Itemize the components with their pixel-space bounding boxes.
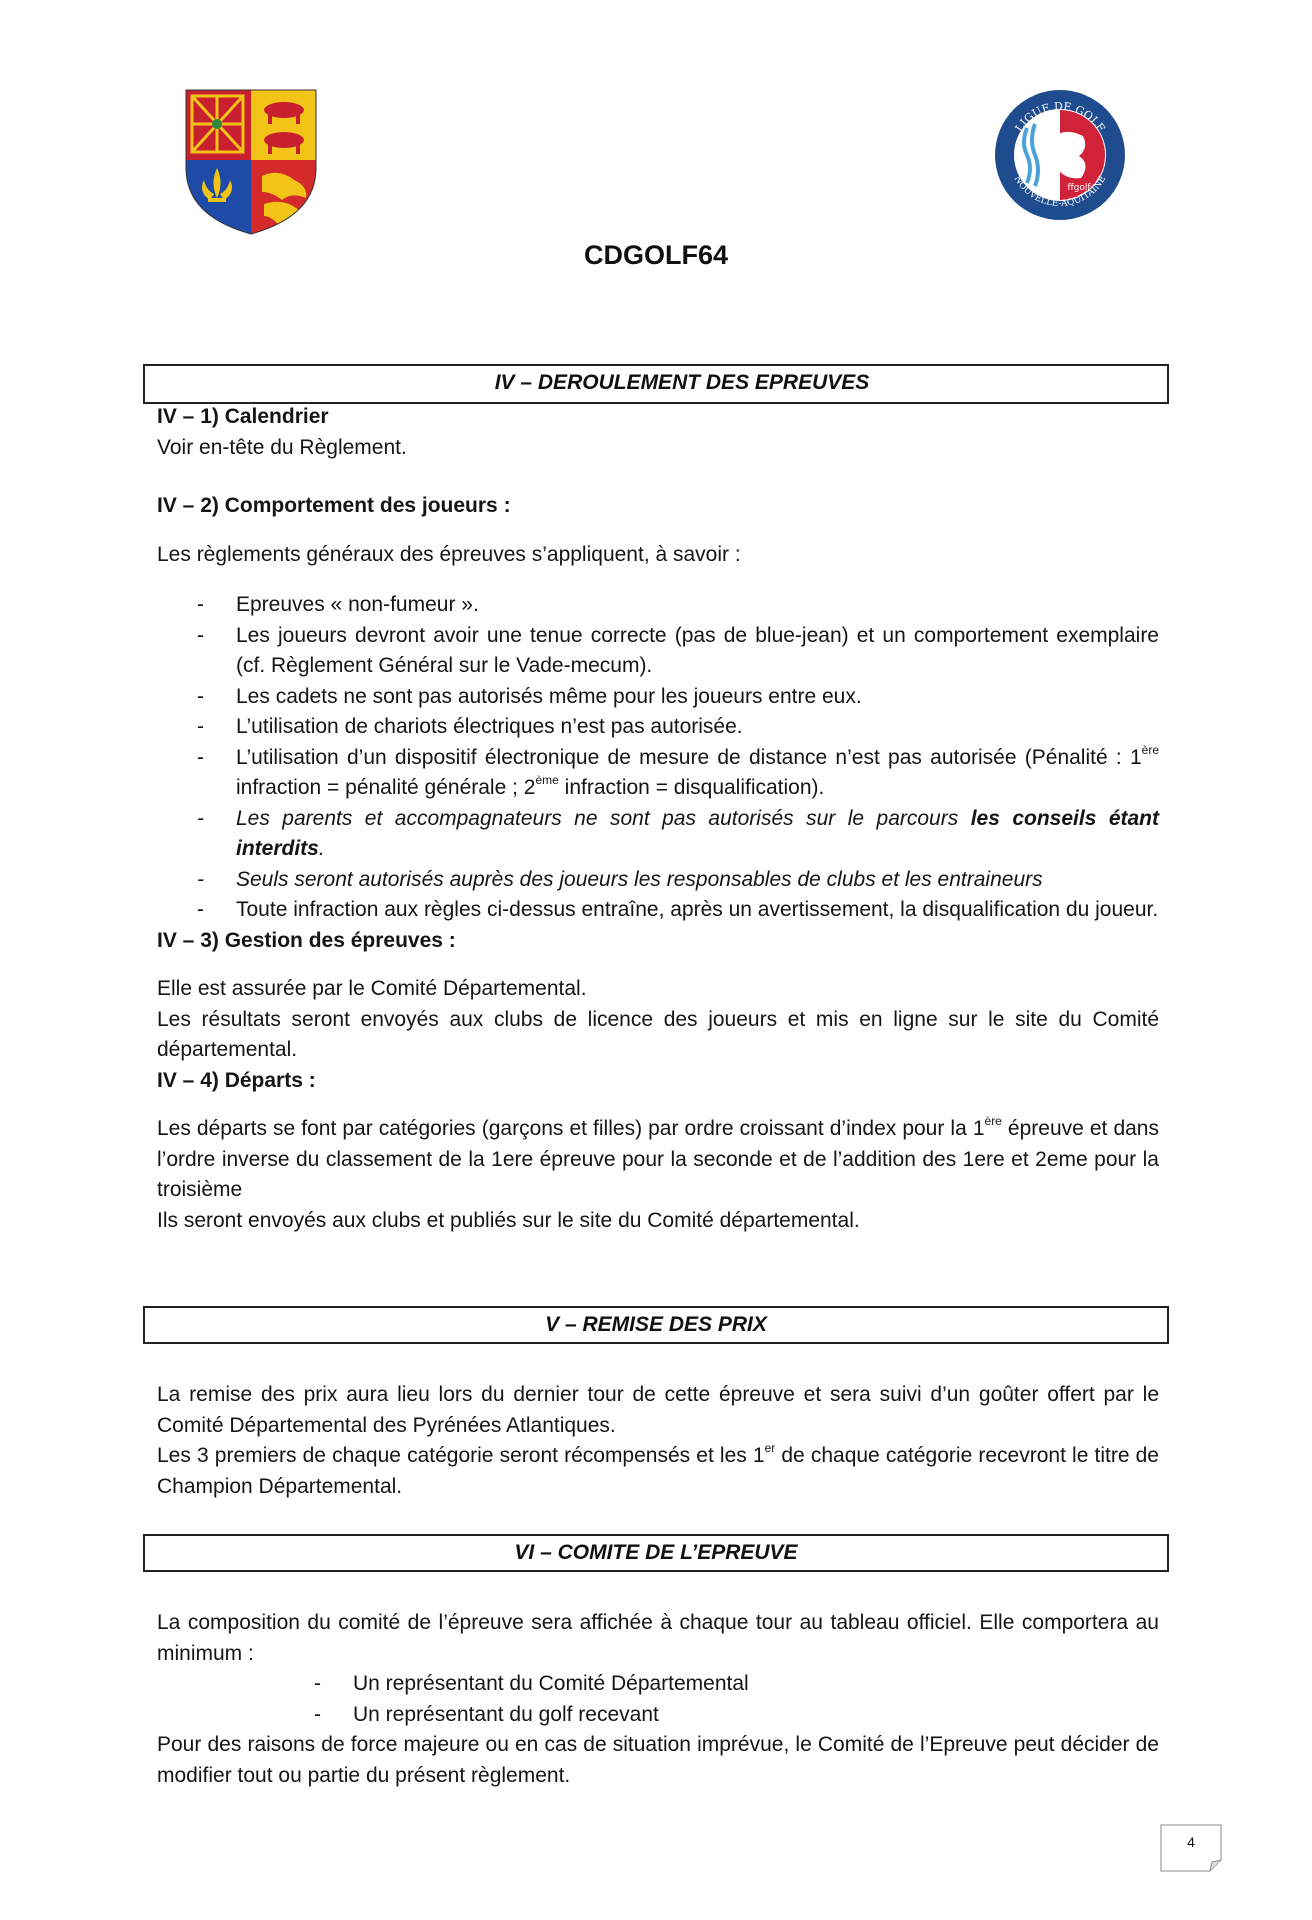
section-heading-box-v: [143, 1306, 1169, 1344]
subheading-calendrier: IV – 1) Calendrier: [157, 405, 329, 428]
list-item: - Toute infraction aux règles ci-dessus entraîne, après un avertissement, la disqualification du joueur.: [157, 895, 1159, 926]
departs-text-1: Les départs se font par catégories (garçons et filles) par ordre croissant d’index pour la 1ère épreuve et dans l’ordre inverse du classement de la 1ere épreuve pour la seconde et de l’addition des 1ere et 2eme pour la troisième: [157, 1114, 1159, 1201]
comite-list: [157, 1669, 1159, 1730]
subheading-comportement: IV – 2) Comportement des joueurs :: [157, 494, 511, 517]
list-item: - L’utilisation de chariots électriques n’est pas autorisée.: [157, 712, 1159, 743]
section-iv-content: [157, 402, 1159, 1236]
svg-text:ffgolf: ffgolf: [1067, 183, 1091, 193]
section-title-v: V – REMISE DES PRIX: [545, 1313, 767, 1336]
section-heading-box-vi: [143, 1534, 1169, 1572]
section-title-vi: VI – COMITE DE L’EPREUVE: [514, 1541, 798, 1564]
section-vi-content: [157, 1608, 1159, 1791]
comportement-intro: Les règlements généraux des épreuves s’appliquent, à savoir :: [157, 542, 741, 566]
list-item: - Les parents et accompagnateurs ne sont pas autorisés sur le parcours les conseils étant interdits.: [157, 804, 1159, 865]
svg-text:NOUVELLE-AQUITAINE: NOUVELLE-AQUITAINE: [1011, 174, 1109, 210]
list-item: - Un représentant du golf recevant: [157, 1700, 1159, 1731]
comportement-list: [157, 590, 1159, 926]
section-v-content: [157, 1380, 1159, 1502]
list-item: - Epreuves « non-fumeur ».: [157, 590, 1159, 621]
list-item: - Les cadets ne sont pas autorisés même pour les joueurs entre eux.: [157, 682, 1159, 713]
page-number: 4: [1187, 1834, 1195, 1850]
document-title: CDGOLF64: [583, 240, 729, 270]
subheading-departs: IV – 4) Départs :: [157, 1068, 316, 1092]
calendrier-text: Voir en-tête du Règlement.: [157, 435, 407, 459]
list-item: - Seuls seront autorisés auprès des joueurs les responsables de clubs et les entraineurs: [157, 865, 1159, 896]
section-heading-box-iv: [143, 364, 1169, 404]
coat-of-arms-logo: [184, 88, 318, 236]
remise-text-1: La remise des prix aura lieu lors du dernier tour de cette épreuve et sera suivi d’un goûter offert par le Comité Départemental des Pyrénées Atlantiques.: [157, 1383, 1159, 1437]
section-title-iv: IV – DEROULEMENT DES EPREUVES: [494, 371, 870, 394]
comite-text-2: Pour des raisons de force majeure ou en cas de situation imprévue, le Comité de l’Epreuve peut décider de modifier tout ou partie du présent règlement.: [157, 1733, 1159, 1787]
comite-text-1: La composition du comité de l’épreuve sera affichée à chaque tour au tableau officiel. Elle comportera au minimum :: [157, 1611, 1159, 1665]
list-item: - L’utilisation d’un dispositif électronique de mesure de distance n’est pas autorisée (Pénalité : 1ère infraction = pénalité générale ; 2ème infraction = disqualification).: [157, 743, 1159, 804]
subheading-gestion: IV – 3) Gestion des épreuves :: [157, 928, 456, 952]
list-item: - Les joueurs devront avoir une tenue correcte (pas de blue-jean) et un comportement exemplaire (cf. Règlement Général sur le Vade-mecum).: [157, 621, 1159, 682]
list-item: - Un représentant du Comité Départemental: [157, 1669, 1159, 1700]
departs-text-2: Ils seront envoyés aux clubs et publiés sur le site du Comité départemental.: [157, 1208, 860, 1232]
gestion-text-2: Les résultats seront envoyés aux clubs de licence des joueurs et mis en ligne sur le site du Comité départemental.: [157, 1007, 1159, 1061]
gestion-text-1: Elle est assurée par le Comité Départemental.: [157, 977, 587, 1000]
svg-text:LIGUE DE GOLF: LIGUE DE GOLF: [1012, 99, 1108, 135]
ligue-golf-seal-logo: [993, 88, 1127, 222]
remise-text-2: Les 3 premiers de chaque catégorie seront récompensés et les 1er de chaque catégorie recevront le titre de Champion Départemental.: [157, 1441, 1159, 1498]
page-number-box: [1160, 1824, 1222, 1872]
